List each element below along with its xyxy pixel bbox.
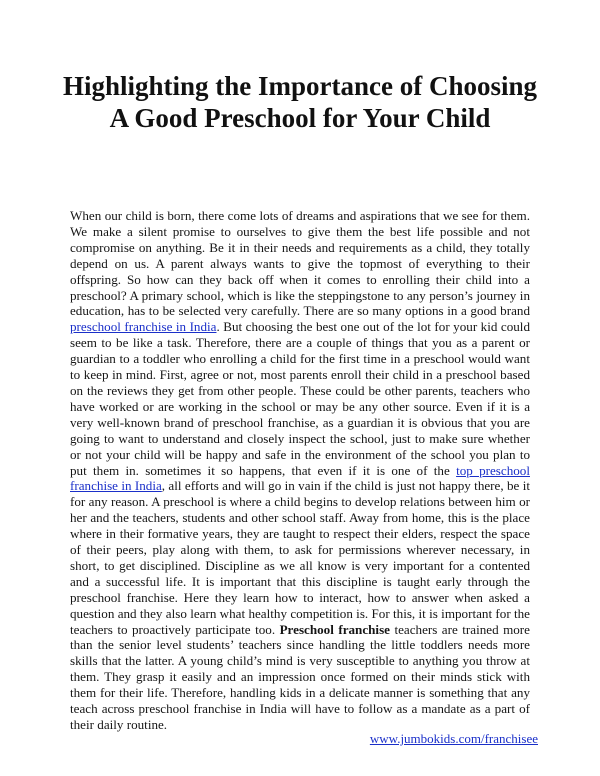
paragraph-text-part-4: teachers are trained more than the senior level students’ teachers since handling the little toddlers needs more skills that the latter. A young child’s mind is very susceptible to anything you throw at them. They grasp it easily and an impression once formed on their minds stick with them for their life. Therefore, handling kids in a delicate manner is something that any teach across preschool franchise in India will have to follow as a mandate as a part of their daily routine.: [70, 621, 530, 732]
page-title: Highlighting the Importance of Choosing A Good Preschool for Your Child: [62, 71, 538, 133]
bold-preschool-franchise: Preschool franchise: [279, 621, 390, 637]
footer-website-link[interactable]: www.jumbokids.com/franchisee: [369, 731, 538, 746]
paragraph-text-part-1: When our child is born, there come lots of dreams and aspirations that we see for them. We make a silent promise to ourselves to give them the best life possible and not compromise on anything. Be it in their needs and requirements as a child, they totally depend on us. A parent always wants to give the topmost of everything to their offspring. So how can they back off when it comes to enrolling their child into a preschool? A primary school, which is like the steppingstone to any person’s journey in education, has to be selected very carefully. There are so many options in a good brand: [70, 208, 530, 319]
paragraph-text-part-2: . But choosing the best one out of the lot for your kid could seem to be like a task. Therefore, there are a couple of things that you as a parent or guardian to a toddler who enrolling a child for the first time in a preschool would want to keep in mind. First, agree or not, most parents enroll their child in a preschool based on the reviews they get from other people. These could be other parents, teachers who have worked or are working in the school or may be any other source. Even if it is a very well-known brand of preschool franchise, as a guardian it is obvious that you are going to want to understand and closely inspect the school, just to make sure whether or not your child will be happy and safe in the environment of the school you plan to put them in. sometimes it so happens, that even if it is one of the: [70, 319, 530, 478]
body-paragraph: [70, 208, 530, 733]
paragraph-text-part-3: , all efforts and will go in vain if the child is just not happy there, be it for any reason. A preschool is where a child begins to develop relations between him or her and the teachers, students and other school staff. Away from home, this is the place where in their formative years, they are taught to respect their elders, respect the space of their peers, play along with them, to ask for permissions wherever necessary, in short, to get disciplined. Discipline as we all know is very important for a contented and a successful life. It is important that this discipline is taught early through the preschool franchise. Here they learn how to interact, how to answer when asked a question and they also learn what healthy competition is. For this, it is important for the teachers to proactively participate too.: [70, 478, 530, 637]
top-preschool-franchise-link[interactable]: top preschool franchise in India: [70, 462, 530, 494]
preschool-franchise-india-link[interactable]: preschool franchise in India: [70, 319, 217, 335]
